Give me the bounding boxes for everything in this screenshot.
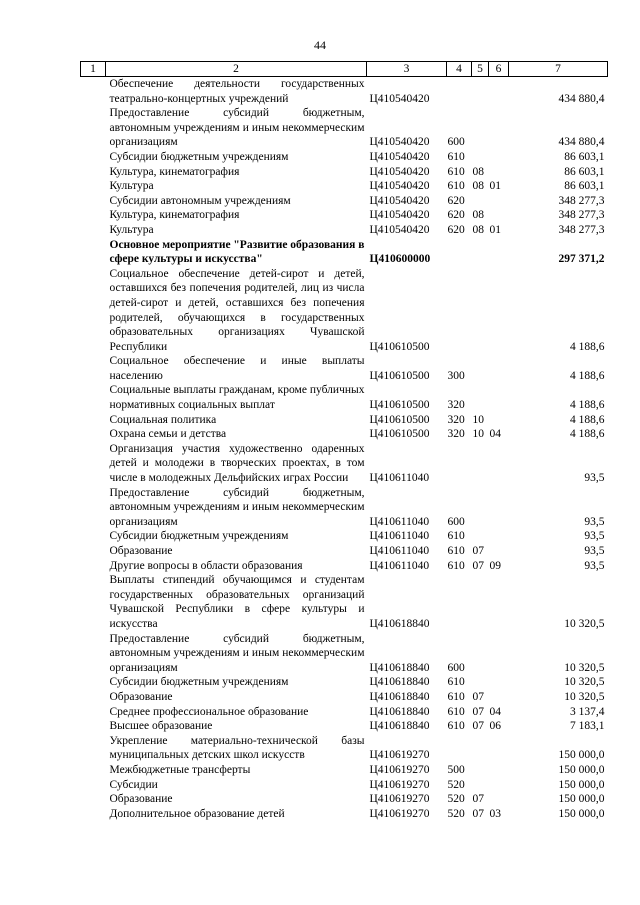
row-name-cell: Образование bbox=[109, 545, 173, 557]
row-sum-cell: 86 603,1 bbox=[564, 165, 605, 178]
row-sum-cell: 86 603,1 bbox=[564, 150, 605, 163]
row-sum-cell: 150 000,0 bbox=[558, 793, 605, 806]
row-name-cell: Субсидии бюджетным учреждениям bbox=[109, 676, 289, 689]
row-code-cell: Ц410619270 bbox=[369, 807, 430, 820]
row-code-cell: Ц410540420 bbox=[369, 92, 430, 105]
table-row bbox=[81, 807, 608, 822]
table-row bbox=[81, 792, 608, 807]
row-code-cell: Ц410611040 bbox=[369, 530, 430, 543]
row-name-cell: Социальное обеспечение детей-сирот и детей, оставшихся без попечения родителей, лиц из числа детей-сирот и детей, оставшихся без попечения родителей, обучающихся в государственных образовательных организациях Чувашской Республики bbox=[109, 267, 365, 353]
row-pr-cell: 09 bbox=[489, 559, 501, 572]
row-rz-cell bbox=[472, 529, 489, 544]
row-number-cell bbox=[81, 238, 106, 267]
row-pr-cell bbox=[489, 529, 509, 544]
row-sum-cell: 150 000,0 bbox=[558, 807, 605, 820]
row-name-cell: Среднее профессиональное образование bbox=[109, 705, 309, 718]
row-number-cell bbox=[81, 383, 106, 412]
row-pr-cell bbox=[489, 238, 509, 267]
row-vr-cell: 300 bbox=[447, 369, 465, 382]
row-vr-cell bbox=[447, 734, 472, 763]
table-row bbox=[81, 77, 608, 107]
row-name-cell: Культура bbox=[109, 180, 154, 193]
table-row bbox=[81, 267, 608, 355]
row-vr-cell: 500 bbox=[447, 763, 465, 776]
row-pr-cell bbox=[489, 77, 509, 107]
row-vr-cell: 520 bbox=[447, 778, 465, 791]
row-name-cell: Субсидии автономным учреждениям bbox=[109, 194, 291, 207]
row-sum-cell: 434 880,4 bbox=[558, 92, 605, 105]
header-col-3: 3 bbox=[367, 62, 447, 77]
row-vr-cell: 600 bbox=[447, 515, 465, 528]
row-code-cell: Ц410611040 bbox=[369, 559, 430, 572]
table-row bbox=[81, 690, 608, 705]
row-number-cell bbox=[81, 544, 106, 559]
row-rz-cell bbox=[472, 486, 489, 530]
row-name-cell: Укрепление материально-технической базы муниципальных детских школ искусств bbox=[109, 734, 365, 762]
row-vr-cell: 610 bbox=[447, 705, 465, 718]
row-pr-cell: 01 bbox=[489, 223, 501, 236]
row-number-cell bbox=[81, 573, 106, 631]
row-vr-cell: 610 bbox=[447, 530, 465, 543]
row-name-cell: Межбюджетные трансферты bbox=[109, 763, 251, 776]
row-pr-cell bbox=[489, 573, 509, 631]
table-row bbox=[81, 106, 608, 150]
row-code-cell: Ц410540420 bbox=[369, 136, 430, 149]
row-code-cell: Ц410540420 bbox=[369, 150, 430, 163]
row-number-cell bbox=[81, 529, 106, 544]
row-pr-cell bbox=[489, 150, 509, 165]
row-sum-cell: 150 000,0 bbox=[558, 749, 605, 762]
row-number-cell bbox=[81, 179, 106, 194]
row-rz-cell bbox=[472, 194, 489, 209]
row-code-cell: Ц410618840 bbox=[369, 720, 430, 733]
row-pr-cell bbox=[489, 165, 509, 180]
row-name-cell: Организация участия художественно одаренных детей и молодежи в творческих проектах, в том числе в молодежных Дельфийских играх России bbox=[109, 442, 365, 485]
row-rz-cell bbox=[472, 573, 489, 631]
row-sum-cell: 4 188,6 bbox=[570, 340, 605, 353]
table-row bbox=[81, 427, 608, 442]
table-row bbox=[81, 778, 608, 793]
row-pr-cell bbox=[489, 675, 509, 690]
row-name-cell: Культура bbox=[109, 223, 154, 236]
row-vr-cell: 320 bbox=[447, 413, 465, 426]
row-number-cell bbox=[81, 442, 106, 486]
row-sum-cell: 348 277,3 bbox=[558, 194, 605, 207]
table-body bbox=[81, 77, 608, 822]
row-code-cell: Ц410619270 bbox=[369, 763, 430, 776]
row-name-cell: Культура, кинематография bbox=[109, 165, 240, 178]
row-rz-cell: 08 bbox=[472, 223, 484, 236]
row-code-cell: Ц410540420 bbox=[369, 165, 430, 178]
row-name-cell: Социальная политика bbox=[109, 413, 217, 426]
row-number-cell bbox=[81, 792, 106, 807]
row-pr-cell bbox=[489, 632, 509, 676]
row-sum-cell: 10 320,5 bbox=[564, 661, 605, 674]
row-rz-cell bbox=[472, 106, 489, 150]
row-name-cell: Культура, кинематография bbox=[109, 209, 240, 222]
row-pr-cell: 01 bbox=[489, 180, 501, 193]
row-rz-cell bbox=[472, 383, 489, 412]
row-code-cell: Ц410610500 bbox=[369, 399, 430, 412]
table-row bbox=[81, 529, 608, 544]
table-row bbox=[81, 573, 608, 631]
row-rz-cell: 10 bbox=[472, 413, 484, 426]
row-pr-cell bbox=[489, 690, 509, 705]
table-row bbox=[81, 705, 608, 720]
row-code-cell: Ц410611040 bbox=[369, 545, 430, 557]
row-number-cell bbox=[81, 150, 106, 165]
row-vr-cell bbox=[447, 573, 472, 631]
row-rz-cell bbox=[472, 267, 489, 355]
table-row bbox=[81, 632, 608, 676]
row-vr-cell: 620 bbox=[447, 223, 465, 236]
row-code-cell: Ц410611040 bbox=[369, 515, 430, 528]
table-row bbox=[81, 719, 608, 734]
row-sum-cell: 348 277,3 bbox=[558, 223, 605, 236]
row-pr-cell bbox=[489, 763, 509, 778]
row-pr-cell bbox=[489, 778, 509, 793]
row-number-cell bbox=[81, 223, 106, 238]
row-name-cell: Социальное обеспечение и иные выплаты населению bbox=[109, 355, 365, 382]
row-sum-cell: 7 183,1 bbox=[570, 720, 605, 733]
row-sum-cell: 10 320,5 bbox=[564, 617, 605, 630]
row-number-cell bbox=[81, 413, 106, 428]
row-rz-cell: 10 bbox=[472, 428, 484, 441]
row-vr-cell: 610 bbox=[447, 676, 465, 689]
row-code-cell: Ц410610500 bbox=[369, 340, 430, 353]
table-row bbox=[81, 208, 608, 223]
row-name-cell: Предоставление субсидий бюджетным, автономным учреждениям и иным некоммерческим организациям bbox=[109, 107, 365, 149]
row-rz-cell bbox=[472, 150, 489, 165]
row-pr-cell bbox=[489, 734, 509, 763]
header-col-5: 5 bbox=[472, 62, 489, 77]
row-code-cell: Ц410540420 bbox=[369, 223, 430, 236]
row-rz-cell: 07 bbox=[472, 793, 484, 806]
row-rz-cell: 08 bbox=[472, 180, 484, 193]
row-sum-cell: 297 371,2 bbox=[558, 253, 605, 266]
row-number-cell bbox=[81, 106, 106, 150]
row-rz-cell bbox=[472, 778, 489, 793]
row-number-cell bbox=[81, 734, 106, 763]
row-vr-cell bbox=[447, 77, 472, 107]
table-header bbox=[81, 62, 608, 77]
header-col-4: 4 bbox=[447, 62, 472, 77]
row-name-cell: Субсидии бюджетным учреждениям bbox=[109, 150, 289, 163]
row-name-cell: Субсидии bbox=[109, 778, 158, 791]
row-number-cell bbox=[81, 559, 106, 574]
row-name-cell: Обеспечение деятельности государственных театрально-концертных учреждений bbox=[109, 78, 365, 105]
row-vr-cell bbox=[447, 238, 472, 267]
row-sum-cell: 434 880,4 bbox=[558, 136, 605, 149]
row-name-cell: Образование bbox=[109, 690, 173, 703]
row-code-cell: Ц410618840 bbox=[369, 661, 430, 674]
row-name-cell: Предоставление субсидий бюджетным, автономным учреждениям и иным некоммерческим организациям bbox=[109, 486, 365, 528]
row-sum-cell: 4 188,6 bbox=[570, 428, 605, 441]
row-number-cell bbox=[81, 77, 106, 107]
row-code-cell: Ц410619270 bbox=[369, 749, 430, 762]
row-number-cell bbox=[81, 267, 106, 355]
row-rz-cell bbox=[472, 734, 489, 763]
row-sum-cell: 150 000,0 bbox=[558, 763, 605, 776]
table-row bbox=[81, 223, 608, 238]
row-pr-cell bbox=[489, 267, 509, 355]
row-code-cell: Ц410610500 bbox=[369, 428, 430, 441]
table-row bbox=[81, 413, 608, 428]
row-code-cell: Ц410611040 bbox=[369, 472, 430, 485]
row-pr-cell: 04 bbox=[489, 705, 501, 718]
row-vr-cell bbox=[447, 442, 472, 486]
row-name-cell: Выплаты стипендий обучающимся и студентам государственных образовательных организаций Чувашской Республики в сфере культуры и искусства bbox=[109, 574, 365, 630]
row-sum-cell: 86 603,1 bbox=[564, 180, 605, 193]
row-code-cell: Ц410618840 bbox=[369, 705, 430, 718]
row-sum-cell: 93,5 bbox=[584, 530, 605, 543]
row-vr-cell: 600 bbox=[447, 136, 465, 149]
row-name-cell: Образование bbox=[109, 793, 173, 806]
row-code-cell: Ц410540420 bbox=[369, 209, 430, 222]
header-row bbox=[81, 62, 608, 77]
row-code-cell: Ц410619270 bbox=[369, 778, 430, 791]
row-rz-cell: 07 bbox=[472, 545, 484, 557]
row-pr-cell bbox=[489, 413, 509, 428]
table-row bbox=[81, 734, 608, 763]
row-pr-cell: 04 bbox=[489, 428, 501, 441]
row-vr-cell: 620 bbox=[447, 194, 465, 207]
row-pr-cell bbox=[489, 544, 509, 559]
row-pr-cell bbox=[489, 442, 509, 486]
row-sum-cell: 4 188,6 bbox=[570, 413, 605, 426]
row-vr-cell: 600 bbox=[447, 661, 465, 674]
row-pr-cell: 06 bbox=[489, 720, 501, 733]
table-row bbox=[81, 150, 608, 165]
row-rz-cell: 07 bbox=[472, 705, 484, 718]
row-code-cell: Ц410540420 bbox=[369, 180, 430, 193]
row-sum-cell: 4 188,6 bbox=[570, 399, 605, 412]
budget-table bbox=[80, 61, 608, 821]
row-vr-cell: 320 bbox=[447, 399, 465, 412]
row-pr-cell bbox=[489, 792, 509, 807]
row-code-cell: Ц410610500 bbox=[369, 413, 430, 426]
table-row bbox=[81, 486, 608, 530]
row-number-cell bbox=[81, 194, 106, 209]
table-row bbox=[81, 544, 608, 559]
row-rz-cell: 08 bbox=[472, 209, 484, 222]
row-number-cell bbox=[81, 208, 106, 223]
row-number-cell bbox=[81, 690, 106, 705]
row-number-cell bbox=[81, 807, 106, 822]
page-number: 44 bbox=[314, 38, 326, 52]
row-pr-cell bbox=[489, 354, 509, 383]
row-sum-cell: 3 137,4 bbox=[570, 705, 605, 718]
row-name-cell: Дополнительное образование детей bbox=[109, 807, 285, 820]
row-rz-cell bbox=[472, 763, 489, 778]
row-sum-cell: 150 000,0 bbox=[558, 778, 605, 791]
row-number-cell bbox=[81, 705, 106, 720]
row-pr-cell bbox=[489, 208, 509, 223]
row-number-cell bbox=[81, 486, 106, 530]
row-name-cell: Основное мероприятие "Развитие образования в сфере культуры и искусства" bbox=[109, 238, 365, 266]
row-pr-cell: 03 bbox=[489, 807, 501, 820]
row-sum-cell: 4 188,6 bbox=[570, 369, 605, 382]
row-rz-cell bbox=[472, 632, 489, 676]
row-pr-cell bbox=[489, 486, 509, 530]
row-vr-cell: 610 bbox=[447, 180, 465, 193]
row-name-cell: Высшее образование bbox=[109, 720, 213, 733]
row-vr-cell: 520 bbox=[447, 793, 465, 806]
row-number-cell bbox=[81, 427, 106, 442]
row-rz-cell bbox=[472, 238, 489, 267]
row-vr-cell: 610 bbox=[447, 545, 465, 557]
row-code-cell: Ц410618840 bbox=[369, 690, 430, 703]
row-name-cell: Охрана семьи и детства bbox=[109, 428, 227, 441]
table-row bbox=[81, 383, 608, 412]
row-code-cell: Ц410618840 bbox=[369, 617, 430, 630]
row-vr-cell: 520 bbox=[447, 807, 465, 820]
row-code-cell: Ц410619270 bbox=[369, 793, 430, 806]
row-vr-cell bbox=[447, 267, 472, 355]
row-sum-cell: 10 320,5 bbox=[564, 676, 605, 689]
table-row bbox=[81, 675, 608, 690]
table-row bbox=[81, 442, 608, 486]
row-name-cell: Другие вопросы в области образования bbox=[109, 559, 303, 572]
table-row bbox=[81, 354, 608, 383]
table-row bbox=[81, 559, 608, 574]
row-sum-cell: 93,5 bbox=[584, 515, 605, 528]
table-row bbox=[81, 763, 608, 778]
row-sum-cell: 10 320,5 bbox=[564, 690, 605, 703]
row-name-cell: Предоставление субсидий бюджетным, автономным учреждениям и иным некоммерческим организациям bbox=[109, 632, 365, 674]
row-rz-cell bbox=[472, 442, 489, 486]
table-row bbox=[81, 238, 608, 267]
row-name-cell: Субсидии бюджетным учреждениям bbox=[109, 530, 289, 543]
row-rz-cell: 07 bbox=[472, 720, 484, 733]
row-vr-cell: 610 bbox=[447, 720, 465, 733]
row-vr-cell: 610 bbox=[447, 165, 465, 178]
row-rz-cell bbox=[472, 354, 489, 383]
row-pr-cell bbox=[489, 106, 509, 150]
table-row bbox=[81, 179, 608, 194]
row-vr-cell: 320 bbox=[447, 428, 465, 441]
header-col-7: 7 bbox=[509, 62, 608, 77]
row-rz-cell: 07 bbox=[472, 690, 484, 703]
row-code-cell: Ц410610500 bbox=[369, 369, 430, 382]
row-sum-cell: 93,5 bbox=[584, 472, 605, 485]
header-col-6: 6 bbox=[489, 62, 509, 77]
header-col-1: 1 bbox=[81, 62, 106, 77]
table-row bbox=[81, 165, 608, 180]
row-sum-cell: 93,5 bbox=[584, 545, 605, 557]
row-rz-cell: 07 bbox=[472, 559, 484, 572]
row-vr-cell: 620 bbox=[447, 209, 465, 222]
table-row bbox=[81, 194, 608, 209]
row-number-cell bbox=[81, 165, 106, 180]
row-code-cell: Ц410618840 bbox=[369, 676, 430, 689]
row-name-cell: Социальные выплаты гражданам, кроме публичных нормативных социальных выплат bbox=[109, 384, 365, 412]
row-rz-cell bbox=[472, 675, 489, 690]
row-pr-cell bbox=[489, 383, 509, 412]
row-number-cell bbox=[81, 719, 106, 734]
row-vr-cell: 610 bbox=[447, 690, 465, 703]
row-code-cell: Ц410540420 bbox=[369, 194, 430, 207]
row-sum-cell: 93,5 bbox=[584, 559, 605, 572]
row-number-cell bbox=[81, 763, 106, 778]
row-vr-cell: 610 bbox=[447, 559, 465, 572]
row-number-cell bbox=[81, 675, 106, 690]
row-code-cell: Ц410600000 bbox=[369, 253, 431, 266]
row-number-cell bbox=[81, 354, 106, 383]
row-rz-cell bbox=[472, 77, 489, 107]
row-pr-cell bbox=[489, 194, 509, 209]
row-vr-cell: 610 bbox=[447, 150, 465, 163]
row-rz-cell: 07 bbox=[472, 807, 484, 820]
row-rz-cell: 08 bbox=[472, 165, 484, 178]
row-number-cell bbox=[81, 778, 106, 793]
row-number-cell bbox=[81, 632, 106, 676]
header-col-2: 2 bbox=[106, 62, 367, 77]
row-sum-cell: 348 277,3 bbox=[558, 209, 605, 222]
